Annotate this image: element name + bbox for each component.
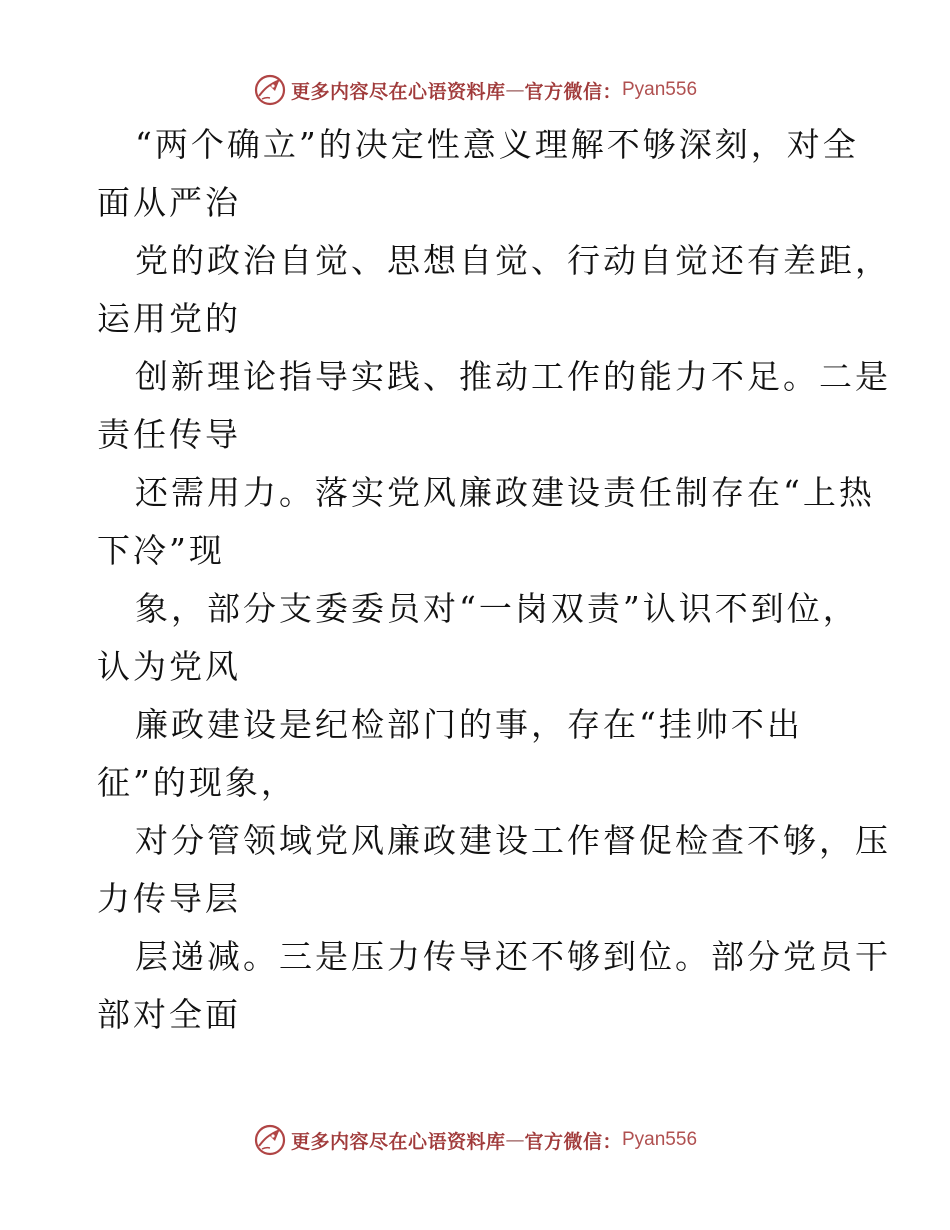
footer-wechat-id: Pyan556: [622, 1129, 698, 1150]
text-line: 征”的现象，: [97, 763, 297, 802]
text-line: 运用党的: [97, 299, 241, 338]
text-line: “两个确立”的决定性意义理解不够深刻，对全: [135, 125, 859, 164]
header-banner: [0, 70, 950, 110]
text-line: 廉政建设是纪检部门的事，存在“挂帅不出: [135, 705, 803, 744]
pen-nib-logo-icon: [253, 73, 287, 107]
text-line: 认为党风: [97, 647, 241, 686]
text-line: 力传导层: [97, 879, 241, 918]
text-line: 责任传导: [97, 415, 241, 454]
footer-site-text: 更多内容尽在心语资料库: [290, 1130, 506, 1153]
header-separator: —: [505, 79, 525, 101]
footer-separator: —: [505, 1129, 525, 1151]
text-line: 层递减。三是压力传导还不够到位。部分党员干: [135, 937, 891, 976]
footer-banner: [0, 1120, 950, 1160]
header-wechat-id: Pyan556: [622, 79, 698, 100]
text-line: 部对全面: [97, 995, 241, 1034]
header-wechat-label: 官方微信：: [524, 80, 622, 103]
text-line: 象，部分支委委员对“一岗双责”认识不到位，: [135, 589, 859, 628]
text-line: 面从严治: [97, 183, 241, 222]
text-line: 还需用力。落实党风廉政建设责任制存在“上热: [135, 473, 875, 512]
text-line: 对分管领域党风廉政建设工作督促检查不够，压: [135, 821, 891, 860]
text-line: 下冷”现: [97, 531, 225, 570]
text-line: 创新理论指导实践、推动工作的能力不足。二是: [135, 357, 891, 396]
pen-nib-logo-icon: [253, 1123, 287, 1157]
document-body: [97, 116, 891, 1044]
text-line: 党的政治自觉、思想自觉、行动自觉还有差距，: [135, 241, 891, 280]
header-site-text: 更多内容尽在心语资料库: [290, 80, 506, 103]
footer-wechat-label: 官方微信：: [524, 1130, 622, 1153]
